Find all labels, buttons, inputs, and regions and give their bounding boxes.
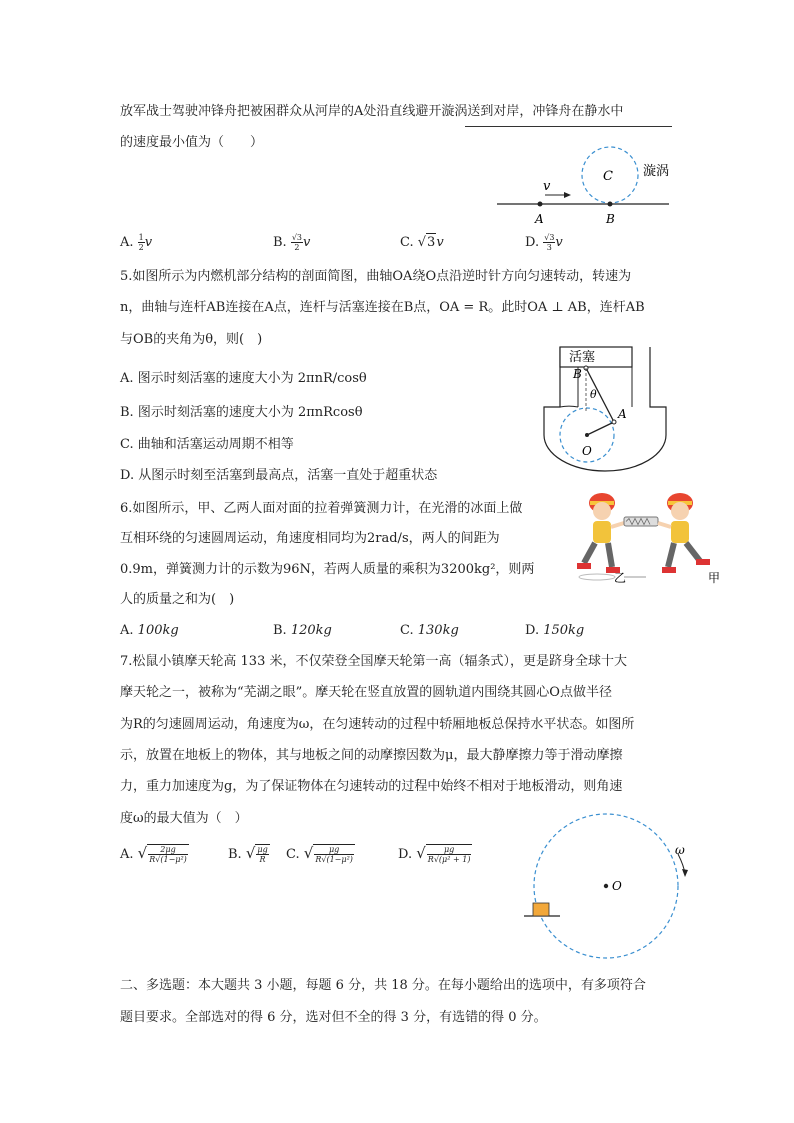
- skater-yi: [577, 493, 624, 580]
- q6-fig-jia: 甲: [708, 571, 721, 585]
- q4-fig-a: A: [535, 212, 544, 226]
- q4-line1: 放军战士驾驶冲锋舟把被困群众从河岸的A处沿直线避开漩涡送到对岸，冲锋舟在静水中: [120, 104, 624, 119]
- q5-figure: [540, 343, 670, 473]
- header-rule: [465, 126, 672, 127]
- q6-option-d: D. 150kg: [525, 623, 585, 638]
- q6-line2: 互相环绕的匀速圆周运动，角速度相同均为2rad/s，两人的间距为: [120, 531, 500, 546]
- q5-option-b: B. 图示时刻活塞的速度大小为 2πnRcosθ: [120, 405, 363, 420]
- q7-line3: 为R的匀速圆周运动，角速度为ω，在匀速转动的过程中轿厢地板总保持水平状态。如图所: [120, 717, 635, 732]
- section2-line2: 题目要求。全部选对的得 6 分，选对但不全的得 3 分，有选错的得 0 分。: [120, 1010, 547, 1025]
- q6-option-a: A. 100kg: [120, 623, 179, 638]
- q4-fig-v: v: [543, 179, 551, 194]
- q7-option-d: D. √ $\frac{\mu g}{\text{R√(μ² + 1)}}$: [398, 844, 471, 864]
- q5-fig-theta: θ: [590, 388, 597, 401]
- q7-figure: [518, 820, 708, 955]
- q4-option-d: D. $\frac{√3}{3}$ v: [525, 233, 563, 252]
- q5-option-c: C. 曲轴和活塞运动周期不相等: [120, 437, 294, 452]
- section2-line1: 二、多选题：本大题共 3 小题，每题 6 分，共 18 分。在每小题给出的选项中，有多项符合: [120, 978, 646, 993]
- q6-option-c: C. 130kg: [400, 623, 459, 638]
- q5-line1: 5.如图所示为内燃机部分结构的剖面简图，曲轴OA绕O点沿逆时针方向匀速转动，转速为: [120, 269, 632, 284]
- q4-fig-c: C: [603, 169, 613, 184]
- q7-line5: 力，重力加速度为g，为了保证物体在匀速转动的过程中始终不相对于地板滑动，则角速: [120, 779, 623, 794]
- q5-option-a: A. 图示时刻活塞的速度大小为 2πnR/cosθ: [120, 371, 367, 386]
- q6-fig-yi: 乙: [614, 571, 627, 585]
- q5-fig-a: A: [618, 407, 627, 421]
- q7-fig-omega: ω: [675, 843, 685, 857]
- q7-line4: 示，放置在地板上的物体，其与地板之间的动摩擦因数为μ，最大静摩擦力等于滑动摩擦: [120, 748, 623, 763]
- q5-option-d: D. 从图示时刻至活塞到最高点，活塞一直处于超重状态: [120, 468, 438, 483]
- q6-line3: 0.9m，弹簧测力计的示数为96N，若两人质量的乘积为3200kg²，则两: [120, 562, 535, 577]
- q7-option-a: A. √ $\frac{2\mu g}{\text{R√(1−μ²)}}$: [120, 844, 187, 864]
- q4-option-a: A. $\frac{1}{2}$ v: [120, 233, 153, 252]
- q7-line1: 7.松鼠小镇摩天轮高 133 米，不仅荣登全国摩天轮第一高（辐条式），更是跻身全球十大: [120, 654, 627, 669]
- q5-fig-o: O: [582, 444, 592, 458]
- q5-line3: 与OB的夹角为θ，则( ): [120, 332, 263, 347]
- q7-option-b: B. √ $\frac{\mu g}{R}$: [228, 844, 268, 864]
- q4-fig-vortex: 漩涡: [643, 164, 670, 179]
- q5-fig-piston: 活塞: [569, 350, 596, 365]
- q6-line1: 6.如图所示，甲、乙两人面对面的拉着弹簧测力计，在光滑的冰面上做: [120, 501, 523, 516]
- q4-fig-b: B: [606, 212, 615, 226]
- q4-option-b: B. $\frac{√3}{2}$ v: [273, 233, 311, 252]
- q4-option-c: C. √3v: [400, 235, 444, 250]
- q4-figure: [495, 145, 675, 230]
- q4-line2: 的速度最小值为（ ）: [120, 135, 264, 150]
- q7-fig-o: O: [612, 879, 622, 893]
- q5-fig-b: B: [573, 367, 582, 381]
- q7-option-c: C. √ $\frac{\mu g}{\text{R√(1−μ²)}}$: [286, 844, 353, 864]
- q5-line2: n，曲轴与连杆AB连接在A点，连杆与活塞连接在B点，OA = R。此时OA ⊥ AB，连杆AB: [120, 300, 645, 315]
- q7-line6: 度ω的最大值为（ ）: [120, 811, 248, 826]
- q7-line2: 摩天轮之一，被称为“芜湖之眼”。摩天轮在竖直放置的圆轨道内围绕其圆心O点做半径: [120, 685, 612, 700]
- q6-line4: 人的质量之和为( ): [120, 592, 235, 607]
- q6-option-b: B. 120kg: [273, 623, 332, 638]
- q6-figure: [562, 485, 722, 590]
- skater-jia: [658, 493, 710, 573]
